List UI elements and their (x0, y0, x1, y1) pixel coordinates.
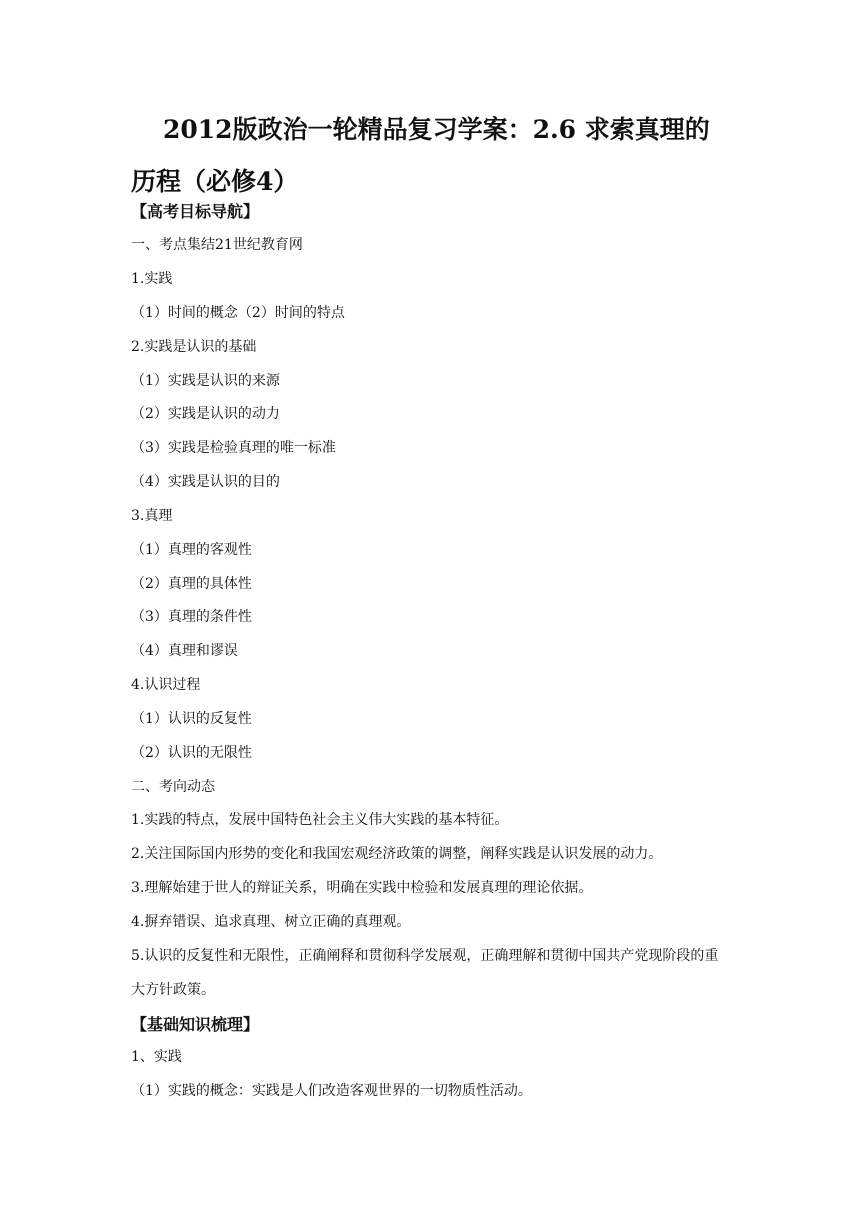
list-item: （4）真理和谬误 (131, 643, 238, 659)
list-item: 1.实践 (131, 271, 173, 287)
list-item: （3）真理的条件性 (131, 609, 252, 625)
list-item: （1）实践的概念：实践是人们改造客观世界的一切物质性活动。 (131, 1083, 532, 1099)
list-item: （2）实践是认识的动力 (131, 406, 280, 422)
list-item: 2.关注国际国内形势的变化和我国宏观经济政策的调整，阐释实践是认识发展的动力。 (131, 846, 663, 862)
list-item: （1）真理的客观性 (131, 542, 252, 558)
list-item: （3）实践是检验真理的唯一标准 (131, 440, 336, 456)
list-item: 4.摒弃错误、追求真理、树立正确的真理观。 (131, 914, 411, 930)
list-item: 3.真理 (131, 508, 173, 524)
list-item: （1）时间的概念（2）时间的特点 (131, 305, 345, 321)
list-item: 4.认识过程 (131, 677, 201, 693)
section-heading-exam-goals: 【高考目标导航】 (131, 202, 260, 221)
list-item: （1）实践是认识的来源 (131, 373, 280, 389)
list-item: （1）认识的反复性 (131, 711, 252, 727)
paragraph-item-5: 5.认识的反复性和无限性，正确阐释和贯彻科学发展观，正确理解和贯彻中国共产党现阶段的重大方针政策。 (131, 948, 719, 998)
list-item: （2）认识的无限性 (131, 745, 252, 761)
list-item: （4）实践是认识的目的 (131, 474, 280, 490)
list-item: （2）真理的具体性 (131, 576, 252, 592)
list-item: 一、考点集结21世纪教育网 (131, 237, 303, 253)
list-item: 1.实践的特点，发展中国特色社会主义伟大实践的基本特征。 (131, 812, 509, 828)
list-item: 二、考向动态 (131, 779, 215, 795)
list-item: 2.实践是认识的基础 (131, 339, 257, 355)
section-heading-basic-knowledge: 【基础知识梳理】 (131, 1015, 260, 1034)
list-item: 1、实践 (131, 1049, 182, 1065)
document-title: 2012版政治一轮精品复习学案：2.6 求索真理的历程（必修4） (131, 115, 710, 196)
list-item: 3.理解始建于世人的辩证关系，明确在实践中检验和发展真理的理论依据。 (131, 880, 593, 896)
